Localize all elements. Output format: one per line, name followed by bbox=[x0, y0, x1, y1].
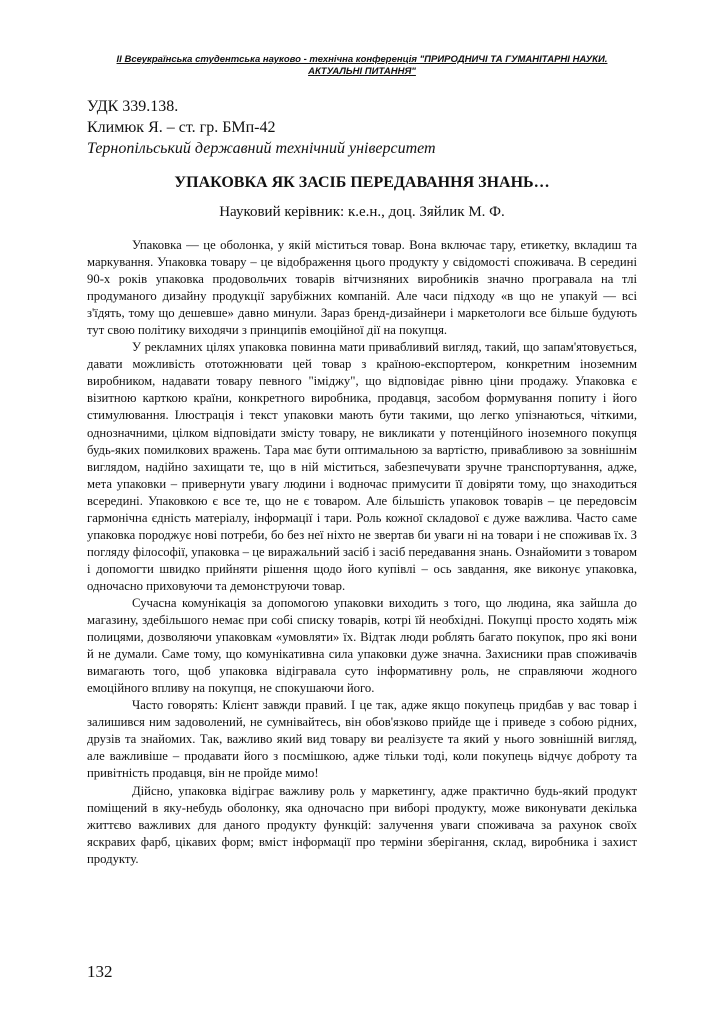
body-paragraph: Дійсно, упаковка відіграє важливу роль у маркетингу, адже практично будь-який продукт поміщений в яку-небудь оболонку, яка одночасно при виборі продукту, може виконувати декілька життєво важливих для даного продукту функцій: залучення уваги споживача за рахунок своїх яскравих фарб, цікавих форм; вміст інформації про терміни зберігання, склад, виробника і захист продукту. bbox=[87, 783, 637, 866]
author-line: Климюк Я. – ст. гр. БМп-42 bbox=[87, 119, 276, 136]
supervisor-line: Науковий керівник: к.е.н., доц. Зяйлик М. Ф. bbox=[219, 204, 505, 220]
udk-code: УДК 339.138. bbox=[87, 98, 179, 115]
organization-line: Тернопільський державний технічний університет bbox=[87, 140, 436, 157]
body-paragraph: У рекламних цілях упаковка повинна мати привабливий вигляд, такий, що запам'ятовується, давати можливість ототожнювати цей товар з країною-експортером, конкретним іноземним виробником, надавати товару певного "іміджу", що відповідає рівню ціни продажу. Упаковка є візитною карткою країни, конкретного виробника, продавця, засобом формування попиту і його стимулювання. Ілюстрація і текст упаковки мають бути такими, що легко упізнаються, чіткими, однозначними, цілком відповідати змісту товару, не викликати у потенційного іноземного покупця будь-яких помилкових вражень. Тара має бути оптимальною за вартістю, привабливою за зовнішнім виглядом, надійно захищати те, що в ній міститься, забезпечувати зручне транспортування, адже, мета упаковки – привернути увагу людини і водночас примусити її довіряти тому, що знаходиться всередині. Упаковкою є все те, що не є товаром. Але більшість упаковок товарів – це передовсім гармонічна єдність матеріалу, інформації і тари. Роль кожної складової є дуже важлива. Часто саме упаковка породжує нові потреби, бо без неї ніхто не звертав би уваги ні на товари і не споживав їх. З погляду філософії, упаковка – це виражальний засіб і засіб передавання знань. Ознайомити з товаром і допомогти швидко прийняти рішення щодо його купівлі – ось завдання, яке виконує упаковка, одночасно приховуючи та демонструючи товар. bbox=[87, 340, 637, 593]
conference-header bbox=[100, 54, 624, 78]
page-number: 132 bbox=[87, 962, 113, 981]
article-title: УПАКОВКА ЯК ЗАСІБ ПЕРЕДАВАННЯ ЗНАНЬ… bbox=[174, 174, 550, 191]
conference-header-line-1: ІІ Всеукраїнська студентська науково - технічна конференція "ПРИРОДНИЧІ ТА ГУМАНІТАРНІ НАУКИ. bbox=[116, 54, 608, 65]
body-paragraph: Упаковка — це оболонка, у якій міститься товар. Вона включає тару, етикетку, вкладиш та маркування. Упаковка товару – це відображення цього продукту у свідомості споживача. В середині 90-х років упаковка продовольчих товарів вітчизняних виробників значно програвала на тлі продуманого дизайну продукції зарубіжних компаній. Але часи підходу «в що не упакуй — всі з'їдять, тому що дешевше» давно минули. Зараз бренд-дизайнери і маркетологи все більше будують тут свою політику виходячи з принципів емоційної дії на покупця. bbox=[87, 238, 637, 338]
conference-header-line-2: АКТУАЛЬНІ ПИТАННЯ" bbox=[308, 66, 416, 77]
body-paragraph: Часто говорять: Клієнт завжди правий. І це так, адже якщо покупець придбав у вас товар і залишився ним задоволений, не сумнівайтесь, він обов'язково прийде ще і приведе з собою рідних, друзів та знайомих. Так, важливо який вид товару ви реалізуєте та який у нього зовнішній вигляд, але важливіше – продавати його з посмішкою, адже тільки тоді, коли покупець відчує доброту та привітність продавця, він не пройде мимо! bbox=[87, 698, 637, 781]
article-meta bbox=[87, 96, 436, 159]
article-body bbox=[87, 237, 637, 868]
body-paragraph: Сучасна комунікація за допомогою упаковки виходить з того, що людина, яка зайшла до магазину, здебільшого немає при собі списку товарів, котрі їй необхідні. Покупці просто ходять між полицями, дозволяючи упаковкам «умовляти» їх. Відтак люди роблять багато покупок, про які вони й не думали. Саме тому, що комунікативна сила упаковки дуже значна. Захисники прав споживачів вимагають того, щоб упаковка відігравала суто інформативну роль, не справляючи жодного емоційного впливу на покупця, не спокушаючи його. bbox=[87, 595, 637, 696]
